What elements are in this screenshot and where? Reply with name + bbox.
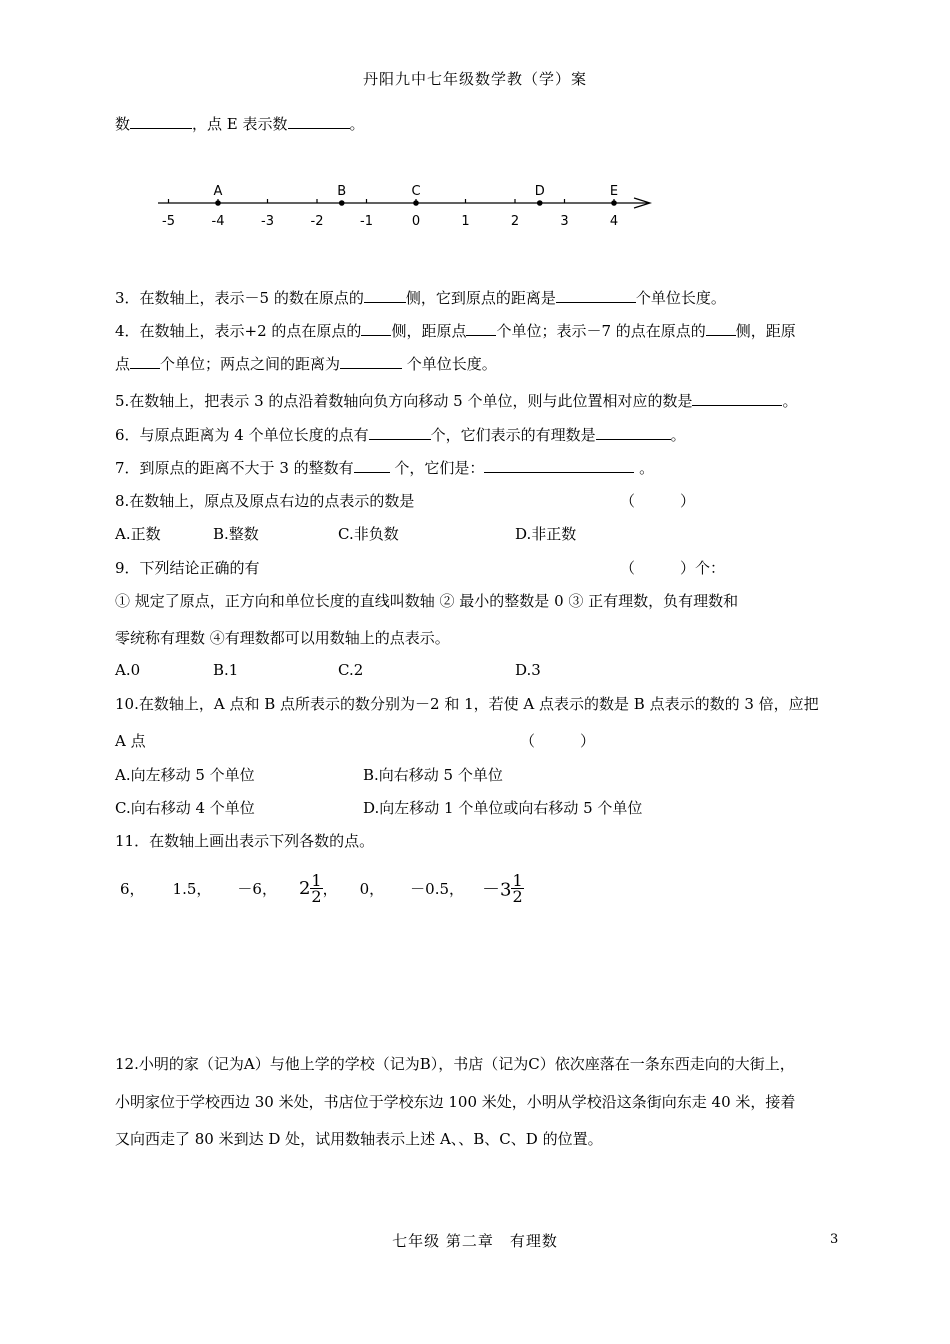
option-d: D.非正数 xyxy=(515,525,577,543)
point-label: B xyxy=(337,184,347,199)
blank[interactable] xyxy=(369,425,431,440)
tick-label: 1 xyxy=(461,214,470,229)
mixed-number: －3 $\frac{1}{2}$ xyxy=(482,870,523,906)
question-11: 11．在数轴上画出表示下列各数的点。 xyxy=(115,832,375,850)
blank[interactable] xyxy=(340,354,402,369)
option-b: B.1 xyxy=(213,661,239,679)
option-a: A.向左移动 5 个单位 xyxy=(115,766,255,784)
question-10: 10.在数轴上，A 点和 B 点所表示的数分别为－2 和 1，若使 A 点表示的数是 B 点表示的数的 3 倍，应把 xyxy=(115,695,819,713)
tick-label: 4 xyxy=(609,214,619,229)
answer-paren[interactable]: （ ） xyxy=(620,492,696,510)
tick-label: -3 xyxy=(261,214,274,229)
option-c: C.向右移动 4 个单位 xyxy=(115,799,255,817)
point-label: E xyxy=(609,184,619,199)
blank[interactable] xyxy=(130,354,160,369)
question-12: 12.小明的家（记为A）与他上学的学校（记为B），书店（记为C）依次座落在一条东西走向的大街上， xyxy=(115,1055,795,1073)
option-d: D.向左移动 1 个单位或向右移动 5 个单位 xyxy=(363,799,643,817)
question-12-line-2: 小明家位于学校西边 30 米处，书店位于学校东边 100 米处，小明从学校沿这条街向东走 40 米，接着 xyxy=(115,1093,796,1111)
number-line-point xyxy=(413,200,419,206)
blank[interactable] xyxy=(130,114,192,129)
option-a: A.正数 xyxy=(115,525,161,543)
question-6: 6．与原点距离为 4 个单位长度的点有 个，它们表示的有理数是 。 xyxy=(115,426,686,444)
blank[interactable] xyxy=(484,458,634,473)
blank[interactable] xyxy=(364,288,406,303)
tick-label: -5 xyxy=(162,214,175,229)
answer-paren[interactable]: （ ） xyxy=(520,732,596,750)
fraction: $\frac{1}{2}$ xyxy=(512,870,523,906)
option-b: B.整数 xyxy=(213,525,259,543)
number-line-point xyxy=(611,200,617,206)
option-c: C.2 xyxy=(338,661,364,679)
option-d: D.3 xyxy=(515,661,541,679)
tick-label: 0 xyxy=(411,214,421,229)
answer-paren[interactable]: （ ）个： xyxy=(620,559,726,577)
tick-label: 2 xyxy=(510,214,520,229)
fraction: $\frac{1}{2}$ xyxy=(311,870,322,906)
point-label: C xyxy=(411,184,421,199)
blank[interactable] xyxy=(556,288,636,303)
blank[interactable] xyxy=(706,321,736,336)
number-line-point xyxy=(339,200,345,206)
option-a: A.0 xyxy=(115,661,141,679)
blank[interactable] xyxy=(354,458,390,473)
option-b: B.向右移动 5 个单位 xyxy=(363,766,503,784)
number-list: 6， 1.5， －6， 2 $\frac{1}{2}$ ， 0， －0.5， －3 $\frac{1}{2}$ xyxy=(120,870,523,906)
blank[interactable] xyxy=(361,321,391,336)
question-3: 3．在数轴上，表示－5 的数在原点的 侧，它到原点的距离是 个单位长度。 xyxy=(115,289,726,307)
tick-label: -4 xyxy=(211,214,225,229)
point-label: A xyxy=(213,184,223,199)
question-7: 7．到原点的距离不大于 3 的整数有 个，它们是： 。 xyxy=(115,459,655,477)
blank[interactable] xyxy=(288,114,350,129)
question-4-cont: 点 个单位；两点之间的距离为 个单位长度。 xyxy=(115,355,497,373)
tick-label: -2 xyxy=(310,214,324,229)
page-footer: 七年级 第二章 有理数 xyxy=(392,1232,558,1250)
mixed-number: 2 $\frac{1}{2}$ xyxy=(298,870,322,906)
option-c: C.非负数 xyxy=(338,525,399,543)
blank[interactable] xyxy=(466,321,496,336)
number-line-point xyxy=(537,200,543,206)
question-9-statements: ① 规定了原点，正方向和单位长度的直线叫数轴 ② 最小的整数是 0 ③ 正有理数，负有理数和 xyxy=(115,592,739,610)
tick-label: -1 xyxy=(360,214,373,229)
question-10-cont: A 点 xyxy=(115,732,146,750)
page-number: 3 xyxy=(830,1232,839,1247)
question-9-statements-cont: 零统称有理数 ④有理数都可以用数轴上的点表示。 xyxy=(115,629,450,647)
blank[interactable] xyxy=(596,425,671,440)
point-label: D xyxy=(534,184,545,199)
page-header: 丹阳九中七年级数学教（学）案 xyxy=(362,70,587,88)
question-8: 8.在数轴上，原点及原点右边的点表示的数是 xyxy=(115,492,415,510)
question-12-line-3: 又向西走了 80 米到达 D 处，试用数轴表示上述 A、、B、C、D 的位置。 xyxy=(115,1130,603,1148)
question-9: 9．下列结论正确的有 xyxy=(115,559,260,577)
question-4: 4．在数轴上，表示+2 的点在原点的 侧，距原点 个单位；表示－7 的点在原点的 侧，距原 xyxy=(115,322,796,340)
number-line-point xyxy=(215,200,221,206)
blank[interactable] xyxy=(692,391,782,406)
number-line xyxy=(140,175,670,240)
tick-label: 3 xyxy=(560,214,569,229)
question-5: 5.在数轴上，把表示 3 的点沿着数轴向负方向移动 5 个单位，则与此位置相对应的数是 。 xyxy=(115,392,798,410)
continuation-line: 数 ，点 E 表示数 。 xyxy=(115,115,365,133)
